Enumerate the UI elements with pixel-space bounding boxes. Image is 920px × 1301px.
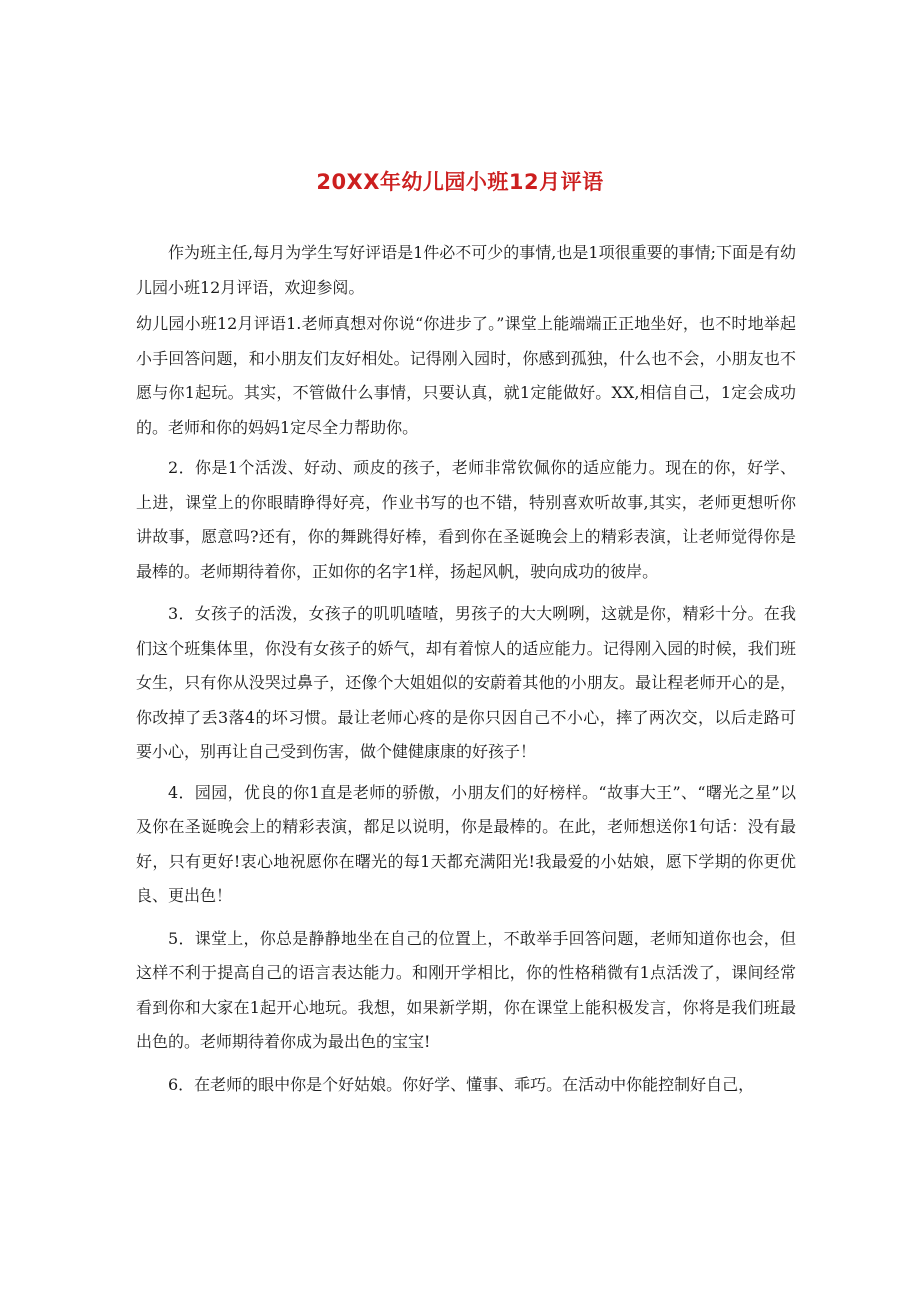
intro-paragraph: 作为班主任,每月为学生写好评语是1件必不可少的事情,也是1项很重要的事情;下面是有幼儿园小班12月评语，欢迎参阅。: [136, 243, 796, 297]
comment-paragraph-6: 6．在老师的眼中你是个好姑娘。你好学、懂事、乖巧。在活动中你能控制好自己，: [168, 1074, 755, 1094]
comment-paragraph-2: 2．你是1个活泼、好动、顽皮的孩子，老师非常钦佩你的适应能力。现在的你，好学、上进，课堂上的你眼睛睁得好亮，作业书写的也不错，特别喜欢听故事,其实，老师更想听你讲故事，愿意吗?还有，你的舞跳得好棒，看到你在圣诞晚会上的精彩表演，让老师觉得你是最棒的。老师期待着你，正如你的名字1样，扬起风帆，驶向成功的彼岸。: [136, 458, 796, 581]
comment-paragraph-4: 4．园园，优良的你1直是老师的骄傲，小朋友们的好榜样。“故事大王”、“曙光之星”以及你在圣诞晚会上的精彩表演，都足以说明，你是最棒的。在此，老师想送你1句话：没有最好，只有更好!衷心地祝愿你在曙光的每1天都充满阳光!我最爱的小姑娘，愿下学期的你更优良、更出色！: [136, 782, 796, 905]
comment-paragraph-1: 幼儿园小班12月评语1.老师真想对你说“你进步了。”课堂上能端端正正地坐好，也不时地举起小手回答问题，和小朋友们友好相处。记得刚入园时，你感到孤独，什么也不会，小朋友也不愿与你1起玩。其实，不管做什么事情，只要认真，就1定能做好。XX,相信自己，1定会成功的。老师和你的妈妈1定尽全力帮助你。: [136, 314, 796, 437]
comment-paragraph-3: 3．女孩子的活泼，女孩子的叽叽喳喳，男孩子的大大咧咧，这就是你，精彩十分。在我们这个班集体里，你没有女孩子的娇气，却有着惊人的适应能力。记得刚入园的时候，我们班女生，只有你从没哭过鼻子，还像个大姐姐似的安蔚着其他的小朋友。最让程老师开心的是，你改掉了丢3落4的坏习惯。最让老师心疼的是你只因自己不小心，摔了两次交，以后走路可要小心，别再让自己受到伤害，做个健健康康的好孩子！: [136, 604, 796, 761]
document-title: 20XX年幼儿园小班12月评语: [316, 170, 604, 194]
comment-paragraph-5: 5．课堂上，你总是静静地坐在自己的位置上，不敢举手回答问题，老师知道你也会，但这样不利于提高自己的语言表达能力。和刚开学相比，你的性格稍微有1点活泼了，课间经常看到你和大家在1起开心地玩。我想，如果新学期，你在课堂上能积极发言，你将是我们班最出色的。老师期待着你成为最出色的宝宝!: [136, 928, 796, 1051]
document-body: [136, 236, 796, 1102]
